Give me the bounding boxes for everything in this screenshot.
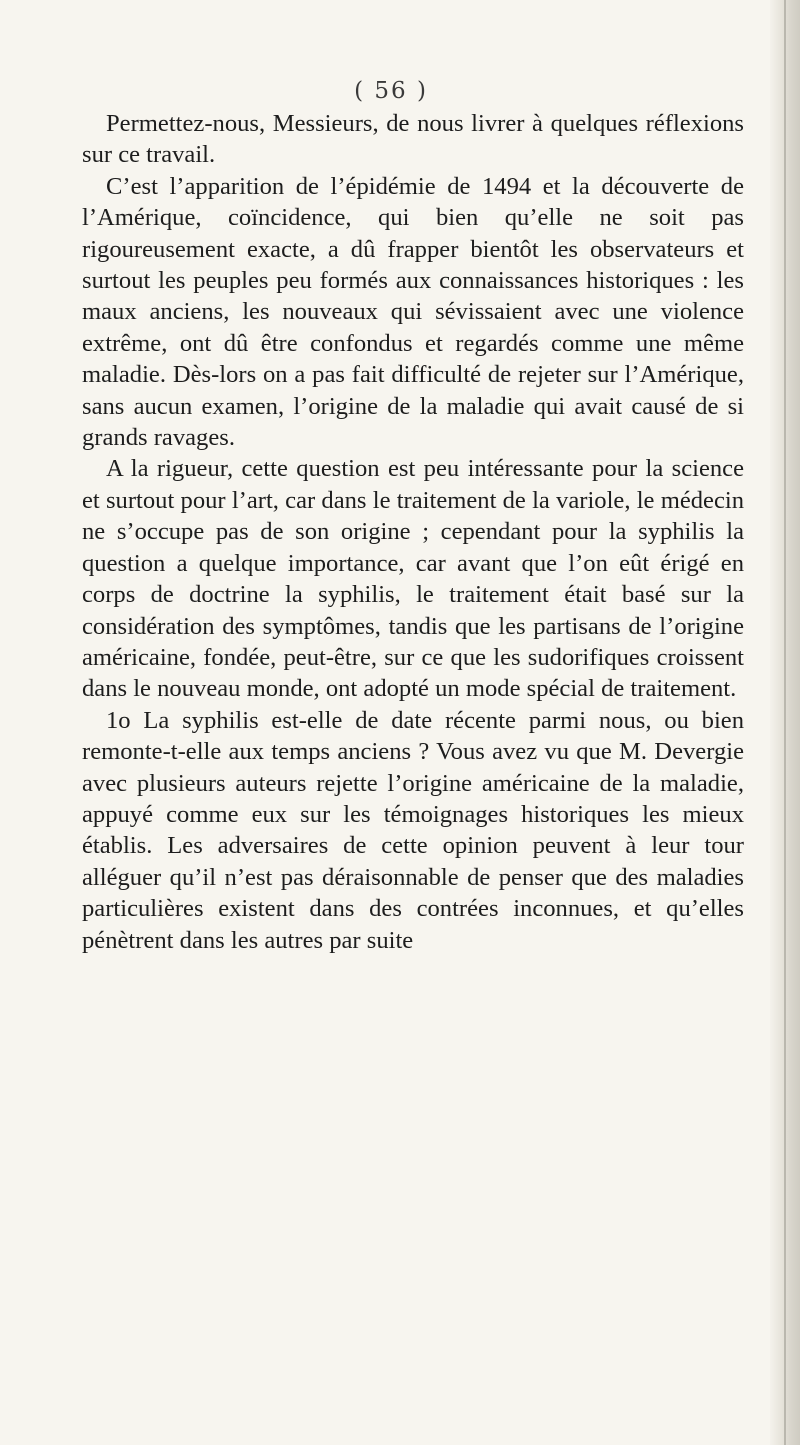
paragraph: 1o La syphilis est-elle de date récente parmi nous, ou bien remonte-t-elle aux temps anciens ? Vous avez vu que M. Devergie avec plusieurs auteurs rejette l’origine américaine de la maladie, appuyé comme eux sur les témoignages historiques les mieux établis. Les adversaires de cette opinion peuvent à leur tour alléguer qu’il n’est pas déraisonnable de penser que des maladies particulières existent dans des contrées inconnues, et qu’elles pénètrent dans les autres par suite [82, 706, 744, 954]
paragraph: A la rigueur, cette question est peu intéressante pour la science et surtout pour l’art, car dans le traitement de la variole, le médecin ne s’occupe pas de son origine ; cependant pour la syphilis la question a quelque importance, car avant que l’on eût érigé en corps de doctrine la syphilis, le traitement était basé sur la considération des symptômes, tandis que les partisans de l’origine américaine, fondée, peut-être, sur ce que les sudorifiques croissent dans le nouveau monde, ont adopté un mode spécial de traitement. [82, 455, 744, 703]
paragraph: C’est l’apparition de l’épidémie de 1494 et la découverte de l’Amérique, coïncidence, qui bien qu’elle ne soit pas rigoureusement exacte, a dû frapper bientôt les observateurs et surtout les peuples peu formés aux connaissances historiques : les maux anciens, les nouveaux qui sévissaient avec une violence extrême, ont dû être confondus et regardés comme une même maladie. Dès-lors on a pas fait difficulté de rejeter sur l’Amérique, sans aucun examen, l’origine de la maladie qui avait causé de si grands ravages. [82, 172, 744, 452]
binding-edge [784, 0, 786, 1445]
page-number: ( 56 ) [354, 78, 428, 104]
page-body [82, 108, 744, 956]
paragraph: Permettez-nous, Messieurs, de nous livrer à quelques réflexions sur ce travail. [82, 110, 744, 169]
